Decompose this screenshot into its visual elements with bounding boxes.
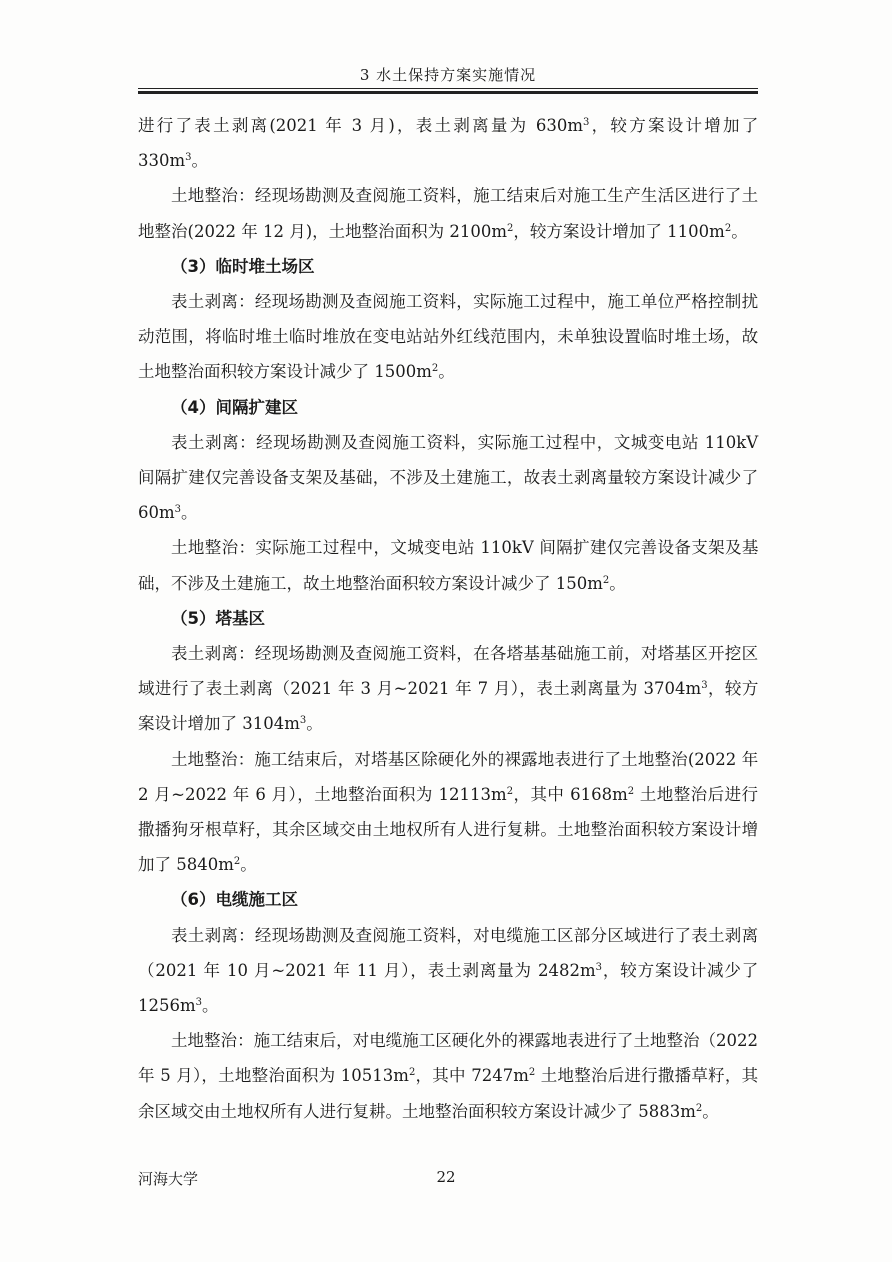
header-rule-thick	[138, 91, 758, 94]
superscript: 2	[627, 785, 635, 797]
superscript: 2	[507, 222, 514, 234]
page-body	[138, 108, 758, 1129]
section-heading: （6）电缆施工区	[171, 890, 298, 910]
running-header: 3 水土保持方案实施情况	[359, 66, 537, 84]
paragraph: 表土剥离：经现场勘测及查阅施工资料，实际施工过程中，文城变电站 110kV 间隔扩建仅完善设备支架及基础，不涉及土建施工，故表土剥离量较方案设计减少了 $60m^3$。	[138, 432, 759, 523]
superscript: 3	[701, 680, 708, 692]
section-heading: （4）间隔扩建区	[171, 397, 298, 417]
section-heading: （3）临时堆土场区	[171, 256, 315, 276]
superscript: 3	[299, 715, 307, 727]
section-heading: （5）塔基区	[171, 608, 265, 628]
paragraph: 表土剥离：经现场勘测及查阅施工资料，实际施工过程中，施工单位严格控制扰动范围，将临时堆土临时堆放在变电站站外红线范围内，未单独设置临时堆土场，故土地整治面积较方案设计减少了 $1500m^2$。	[138, 292, 759, 382]
superscript: 3	[583, 117, 590, 128]
superscript: 2	[724, 222, 732, 234]
paragraph: 表土剥离：经现场勘测及查阅施工资料，在各塔基基础施工前，对塔基区开挖区域进行了表土剥离（2021 年 3 月~2021 年 7 月），表土剥离量为 $3704m^3$，较方案设计增加了 $3104m^3$。	[138, 644, 759, 734]
header-rule-thin	[138, 88, 758, 89]
paragraph: 土地整治：经现场勘测及查阅施工资料，施工结束后对施工生产生活区进行了土地整治(2022 年 12 月)，土地整治面积为 $2100m^2$，较方案设计增加了 $1100m^2$。	[138, 186, 759, 241]
superscript: 3	[595, 961, 603, 973]
superscript: 2	[408, 1067, 416, 1079]
superscript: 3	[195, 997, 203, 1009]
paragraph: 土地整治：实际施工过程中，文城变电站 110kV 间隔扩建仅完善设备支架及基础，不涉及土建施工，故土地整治面积较方案设计减少了 $150m^2$。	[138, 538, 759, 593]
paragraph: 土地整治：施工结束后，对电缆施工区硬化外的裸露地表进行了土地整治（2022 年 5 月），土地整治面积为 $10513m^2$，其中 $7247m^2$ 土地整治后进行撒播草籽，其余区域交由土地权所有人进行复耕。土地整治面积较方案设计减少了 $5883m^2$。	[138, 1031, 759, 1121]
paragraph: 进行了表土剥离(2021 年 3 月)，表土剥离量为 $630m^3$，较方案设计增加了 $330m^3$。	[138, 116, 759, 171]
page-number: 22	[436, 1168, 456, 1186]
superscript: 2	[602, 574, 610, 586]
superscript: 2	[431, 363, 439, 375]
paragraph: 土地整治：施工结束后，对塔基区除硬化外的裸露地表进行了土地整治(2022 年 2 月~2022 年 6 月），土地整治面积为 $12113m^2$，其中 $6168m^2$ 土地整治后进行撒播狗牙根草籽，其余区域交由土地权所有人进行复耕。土地整治面积较方案设计增加了 $5840m^2$。	[138, 749, 759, 875]
superscript: 3	[185, 152, 192, 164]
superscript: 3	[174, 504, 182, 516]
paragraph: 表土剥离：经现场勘测及查阅施工资料，对电缆施工区部分区域进行了表土剥离（2021 年 10 月~2021 年 11 月），表土剥离量为 $2482m^3$，较方案设计减少了 $1256m^3$。	[138, 925, 759, 1016]
superscript: 2	[695, 1102, 703, 1114]
superscript: 2	[506, 785, 514, 797]
superscript: 2	[233, 856, 241, 868]
superscript: 2	[528, 1067, 536, 1079]
footer-institution: 河海大学	[138, 1170, 199, 1188]
